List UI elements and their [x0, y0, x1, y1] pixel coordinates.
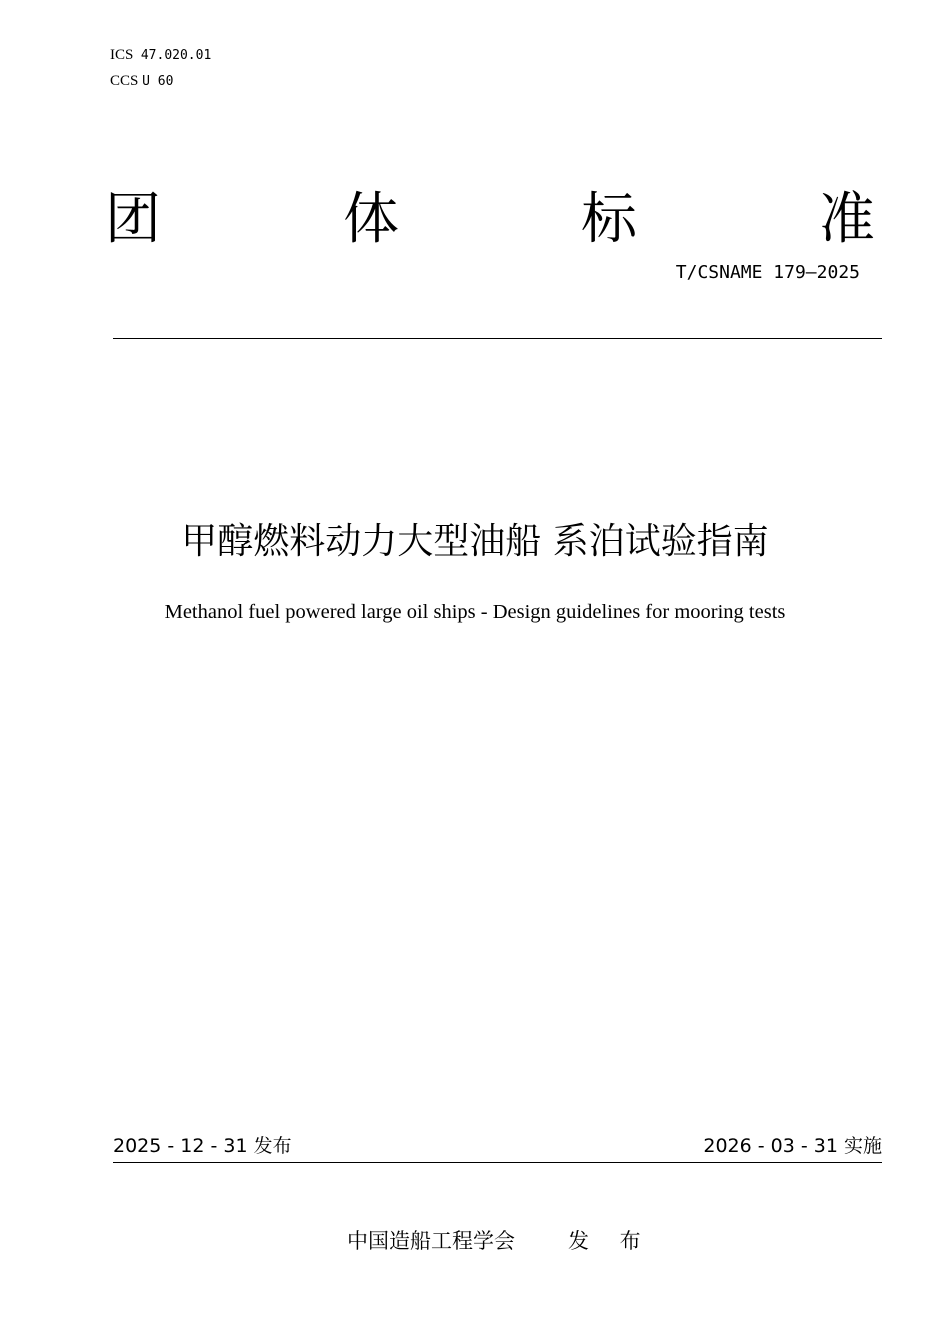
- ccs-label: CCS: [110, 73, 139, 89]
- ccs-code: U 60: [142, 74, 174, 89]
- standard-type-char-3: 标: [581, 187, 637, 252]
- bottom-divider: [113, 1162, 882, 1163]
- ics-label: ICS: [110, 47, 134, 63]
- ics-code: 47.020.01: [140, 48, 212, 63]
- standard-type-heading: [105, 188, 875, 252]
- publisher-name: 中国造船工程学会: [347, 1229, 515, 1253]
- top-divider: [113, 338, 882, 339]
- standard-number: T/CSNAME 179—2025: [675, 262, 860, 283]
- issue-date: 2025 - 12 - 31 发布: [113, 1135, 292, 1157]
- standard-type-char-4: 准: [819, 187, 875, 252]
- title-english: Methanol fuel powered large oil ships - Design guidelines for mooring tests: [164, 601, 786, 623]
- ics-classification: [110, 46, 211, 65]
- publish-label: 发 布: [568, 1229, 653, 1253]
- ccs-classification: [110, 72, 173, 91]
- standard-type-char-1: 团: [105, 187, 161, 252]
- implementation-date: 2026 - 03 - 31 实施: [703, 1135, 882, 1157]
- standard-type-char-2: 体: [343, 187, 399, 252]
- title-chinese: 甲醇燃料动力大型油船 系泊试验指南: [181, 521, 769, 562]
